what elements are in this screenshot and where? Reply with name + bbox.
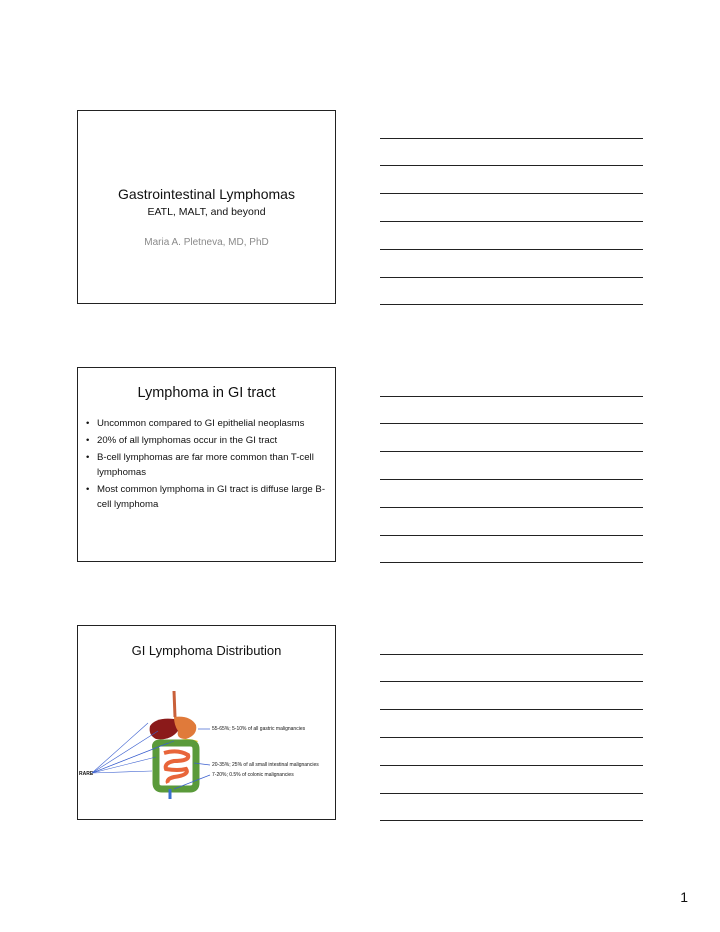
page-number: 1	[680, 889, 688, 905]
slide-2	[77, 367, 336, 562]
note-line	[380, 562, 643, 563]
slide-3	[77, 625, 336, 820]
gi-tract-figure	[78, 671, 337, 811]
callout-small-intestine: 20-35%; 25% of all small intestinal malignancies	[212, 762, 319, 768]
note-line	[380, 479, 643, 480]
slide-author: Maria A. Pletneva, MD, PhD	[144, 237, 269, 248]
rare-line	[92, 723, 148, 773]
callout-gastric: 55-65%; 5-10% of all gastric malignancies	[212, 726, 306, 732]
note-line	[380, 304, 643, 305]
slide-title: GI Lymphoma Distribution	[131, 643, 282, 658]
note-line	[380, 737, 643, 738]
slide-1	[77, 110, 336, 304]
bullet-item: • 20% of all lymphomas occur in the GI tract	[86, 433, 329, 448]
stomach-shape	[174, 717, 196, 739]
slide-title: Gastrointestinal Lymphomas	[118, 186, 295, 202]
note-line	[380, 681, 643, 682]
callout-colon: 7-20%; 0.5% of colonic malignancies	[212, 772, 294, 778]
gi-tract-illustration	[78, 671, 337, 811]
rare-line	[92, 731, 158, 773]
slide-subtitle: EATL, MALT, and beyond	[147, 206, 266, 218]
bullet-item: • Uncommon compared to GI epithelial neoplasms	[86, 416, 329, 431]
note-line	[380, 654, 643, 655]
note-line	[380, 165, 643, 166]
note-line	[380, 793, 643, 794]
note-line	[380, 221, 643, 222]
rare-label: RARE	[79, 771, 94, 777]
slide-title: Lymphoma in GI tract	[137, 385, 276, 401]
note-line	[380, 765, 643, 766]
note-line	[380, 709, 643, 710]
note-line	[380, 451, 643, 452]
note-line	[380, 277, 643, 278]
small-intestine-shape	[164, 751, 188, 783]
note-line	[380, 396, 643, 397]
note-line	[380, 193, 643, 194]
bullet-item: • Most common lymphoma in GI tract is diffuse large B-cell lymphoma	[86, 482, 329, 512]
note-line	[380, 507, 643, 508]
note-line	[380, 535, 643, 536]
note-line	[380, 423, 643, 424]
note-line	[380, 249, 643, 250]
note-line	[380, 820, 643, 821]
bullet-list	[86, 416, 329, 514]
esophagus-shape	[174, 691, 175, 717]
bullet-item: • B-cell lymphomas are far more common than T-cell lymphomas	[86, 450, 329, 480]
note-line	[380, 138, 643, 139]
rare-line	[92, 757, 156, 773]
rare-line	[92, 771, 152, 773]
